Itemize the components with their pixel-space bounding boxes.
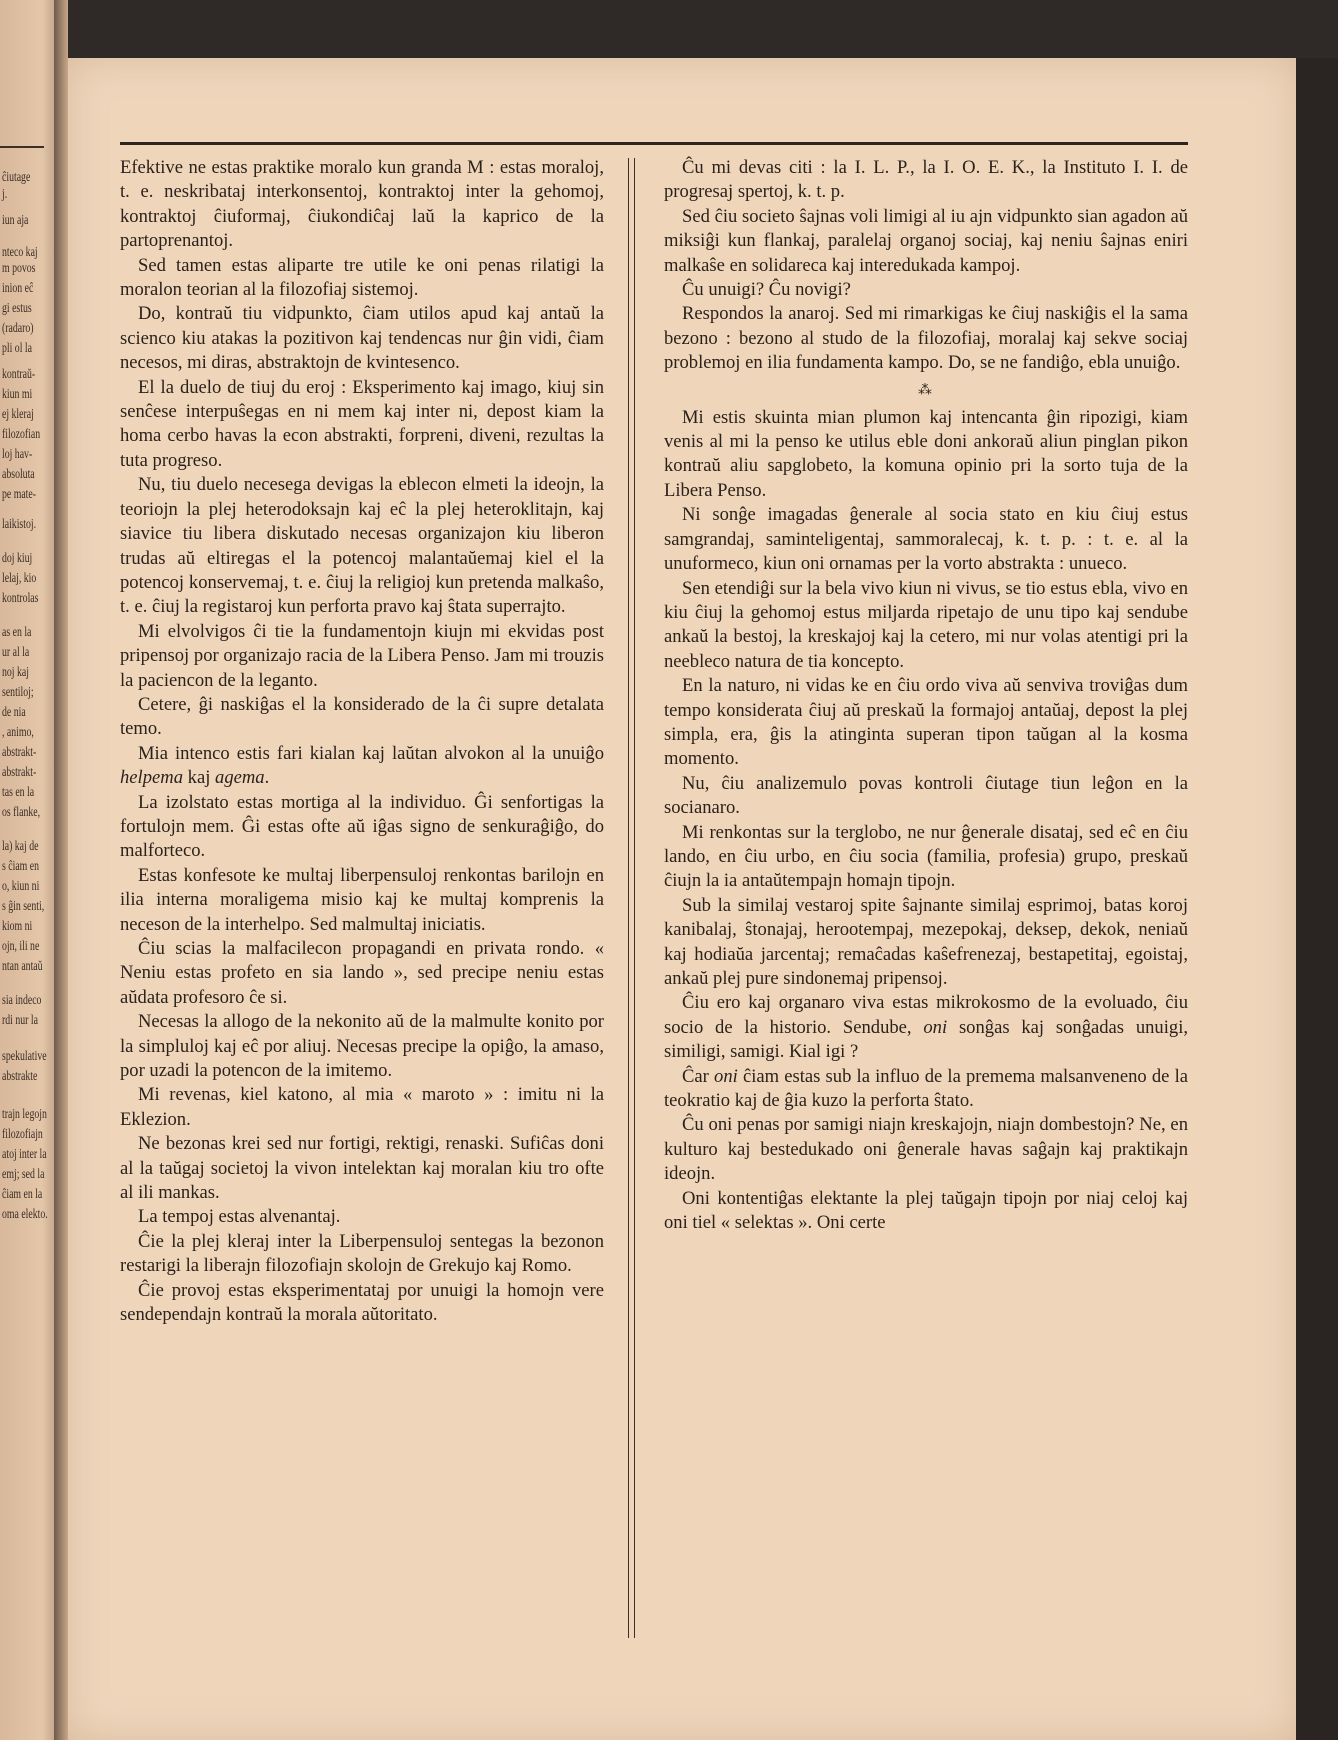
previous-page-fragment: s ĝin senti, — [2, 899, 45, 914]
previous-page-rule — [0, 146, 44, 148]
previous-page-fragment: iun aja — [2, 213, 29, 228]
paragraph: Efektive ne estas praktike moralo kun granda M : estas moraloj, t. e. neskribataj interkonsentoj, kontraktoj inter la gehomoj, kontraktoj ĉiuformaj, ĉiukondiĉaj laŭ la kaprico de la partoprenantoj. — [120, 157, 604, 252]
previous-page-fragment: sia indeco — [2, 993, 42, 1008]
text-run: Ĉiu ero kaj organaro viva estas mikrokosmo de la evoluado, ĉiu socio de la historio. Sendube, — [664, 992, 1188, 1038]
previous-page-fragment: kiom ni — [2, 919, 33, 934]
previous-page-fragment: atoj inter la — [2, 1147, 47, 1162]
paragraph: Cetere, ĝi naskiĝas el la konsiderado de la ĉi supre detalata temo. — [120, 693, 604, 740]
emphasis: agema — [215, 767, 265, 789]
paragraph: Sed tamen estas aliparte tre utile ke oni penas rilatigi la moralon teorian al la filozofiaj sistemoj. — [120, 254, 604, 301]
paragraph: Sub la similaj vestaroj spite ŝajnante similaj esprimoj, batas koroj kanibalaj, ŝtonajaj, herootempaj, mezepokaj, deksep, dekok, neniaŭ kaj hodiaŭa jarcentaj; remaĉadas kaŝefrenezaj, bestapetitaj, egoistaj, ankaŭ plej pure sindonemaj pripensoj. — [664, 894, 1188, 989]
previous-page-fragment: pli ol la — [2, 341, 32, 356]
emphasis: oni — [923, 1016, 948, 1038]
previous-page-fragment: nteco kaj — [2, 245, 38, 260]
paragraph: Mi estis skuinta mian plumon kaj intencanta ĝin ripozigi, kiam venis al mi la penso ke utilus eble doni ankoraŭ aliun pinglan pikon kontraŭ aliu sapglobeto, la komuna opinio pri la sorto tuja de la Libera Penso. — [664, 406, 1188, 501]
previous-page-fragment: tas en la — [2, 785, 35, 800]
section-separator-stars: ⁂ — [918, 382, 934, 398]
previous-page-fragment: oma elekto. — [2, 1207, 48, 1222]
previous-page-fragment: ĉiam en la — [2, 1187, 43, 1202]
paragraph: Ĉu oni penas por samigi niajn kreskajojn, niajn dombestojn? Ne, en kulturo kaj bestedukado oni ĝenerale havas saĝajn kaj praktikajn ideojn. — [664, 1114, 1188, 1185]
paragraph: Necesas la allogo de la nekonito aŭ de la malmulte konito por la simpluloj kaj eĉ por aliuj. Necesas precipe la opiĝo, la amaso, por uzadi la potencon de la imitemo. — [120, 1011, 604, 1082]
paragraph: Respondos la anaroj. Sed mi rimarkigas ke ĉiuj naskiĝis el la sama bezono : bezono al studo de la filozofiaj, moralaj kaj sekve sociaj problemoj en ilia fundamenta kampo. Do, se ne fandiĝo, ebla unuiĝo. — [664, 303, 1188, 374]
previous-page-fragment: lelaj, kio — [2, 571, 37, 586]
previous-page-fragment: ur al la — [2, 645, 30, 660]
previous-page-fragment: ojn, ili ne — [2, 939, 40, 954]
previous-page-fragment: laikistoj. — [2, 517, 37, 532]
previous-page-fragment: inion eĉ — [2, 281, 34, 296]
previous-page-fragment: ej kleraj — [2, 407, 34, 422]
previous-page-fragment: j. — [2, 187, 8, 202]
paragraph: Nu, ĉiu analizemulo povas kontroli ĉiutage tiun leĝon en la socianaro. — [664, 772, 1188, 819]
text-run: ĉiam estas sub la influo de la premema malsanveneno de la teokratio kaj de ĝia kuzo la perforta ŝtato. — [664, 1065, 1188, 1112]
previous-page-fragment: as en la — [2, 625, 32, 640]
paragraph: El la duelo de tiuj du eroj : Eksperimento kaj imago, kiuj sin senĉese interpuŝegas en ni mem kaj inter ni, depost kiam la homa cerbo havas la econ abstrakti, forpreni, diveni, rezultas la tuta progreso. — [120, 376, 604, 471]
column-divider-right — [634, 158, 635, 1638]
previous-page-fragment: filozofiajn — [2, 1127, 43, 1142]
previous-page-fragment: doj kiuj — [2, 551, 33, 566]
paragraph: La izolstato estas mortiga al la individuo. Ĝi senfortigas la fortulojn mem. Ĝi estas ofte aŭ iĝas signo de senkuraĝiĝo, do malforteco. — [120, 791, 604, 862]
previous-page-fragment: absoluta — [2, 467, 35, 482]
column-divider-left — [628, 158, 629, 1638]
previous-page-fragment: pe mate- — [2, 487, 37, 502]
paragraph — [664, 991, 1188, 1064]
previous-page-fragment: os flanke, — [2, 805, 41, 820]
previous-page-fragment: loj hav- — [2, 447, 33, 462]
previous-page-fragment: ĉiutage — [2, 170, 31, 185]
previous-page-fragment: la) kaj de — [2, 839, 39, 854]
previous-page-fragment: filozofian — [2, 427, 41, 442]
book-gutter — [54, 0, 68, 1740]
header-rule — [120, 142, 1188, 145]
paragraph: Ĉie provoj estas eksperimentataj por unuigi la homojn vere sendependajn kontraŭ la morala aŭtoritato. — [120, 1279, 604, 1326]
previous-page-fragment: spekulative — [2, 1049, 47, 1064]
paragraph: Ne bezonas krei sed nur fortigi, rektigi, renaski. Sufiĉas doni al la taŭgaj societoj la vivon intelektan kaj moralan kiu tro ofte al ili mankas. — [120, 1133, 604, 1204]
previous-page-fragment: sentiloj; — [2, 685, 34, 700]
previous-page-fragment: de nia — [2, 705, 26, 720]
right-column — [664, 156, 1188, 1235]
paragraph — [664, 1065, 1188, 1114]
previous-page-fragment: o, kiun ni — [2, 879, 40, 894]
paragraph: Do, kontraŭ tiu vidpunkto, ĉiam utilos apud kaj antaŭ la scienco kiu atakas la pozitivon kaj tendencas nur ĝin vidi, ĉiam necesos, mi diras, abstraktojn de kvintesenco. — [120, 303, 604, 374]
previous-page-fragment: rdi nur la — [2, 1013, 38, 1028]
previous-page-fragment: noj kaj — [2, 665, 29, 680]
previous-page-fragment: gi estus — [2, 301, 32, 316]
previous-page-fragment: kiun mi — [2, 387, 33, 402]
paragraph — [120, 742, 604, 791]
paragraph: Ĉie la plej kleraj inter la Liberpensuloj sentegas la bezonon restarigi la liberajn filozofiajn skolojn de Grekujo kaj Romo. — [120, 1230, 604, 1277]
previous-page-fragment: , animo, — [2, 725, 34, 740]
previous-page-fragment: m povos — [2, 261, 36, 276]
paragraph: Ĉu mi devas citi : la I. L. P., la I. O. E. K., la Instituto I. I. de progresaj spertoj, k. t. p. — [664, 157, 1188, 203]
paragraph: Sen etendiĝi sur la bela vivo kiun ni vivus, se tio estus ebla, vivo en kiu ĉiuj la gehomoj estus miljarda ripetajo de unu tipo kaj sendube ankaŭ la bestoj, la kreskajoj kaj la cetero, mi nur volas atentigi pri la neebleco natura de tia koncepto. — [664, 577, 1188, 672]
previous-page-fragment: abstrakte — [2, 1069, 38, 1084]
page-sheet — [68, 58, 1296, 1740]
previous-page-fragment: emj; sed la — [2, 1167, 45, 1182]
previous-page-fragment: kontrolas — [2, 591, 39, 606]
text-run: sonĝas kaj sonĝadas unuigi, similigi, samigi. Kial igi ? — [664, 1016, 1189, 1063]
emphasis: helpema — [120, 767, 183, 789]
paragraph: Oni kontentiĝas elektante la plej taŭgajn tipojn por niaj celoj kaj oni tiel « selektas ». Oni certe — [664, 1187, 1188, 1234]
paragraph: Estas konfesote ke multaj liberpensuloj renkontas barilojn en ilia interna moraligema misio kaj ke multaj komprenis la neceson de la interhelpo. Sed malmultaj iniciatis. — [120, 864, 604, 935]
paragraph: Ĉu unuigi? Ĉu novigi? — [682, 279, 851, 301]
paragraph: La tempoj estas alvenantaj. — [138, 1206, 341, 1228]
previous-page-fragment: abstrakt- — [2, 765, 37, 780]
scan-background-edge — [1296, 58, 1338, 1740]
paragraph: Mi revenas, kiel katono, al mia « maroto » : imitu ni la Eklezion. — [120, 1084, 604, 1130]
paragraph: Ni sonĝe imagadas ĝenerale al socia stato en kiu ĉiuj estus samgrandaj, saminteligentaj, sammoralecaj, k. t. p. : t. e. al la unuformeco, kiun oni ornamas per la vorto abstrakta : unueco. — [664, 504, 1188, 575]
paragraph: Sed ĉiu societo ŝajnas voli limigi al iu ajn vidpunkto sian agadon aŭ miksiĝi kun flankaj, paralelaj organoj sociaj, kaj neniu ŝajnas eniri malkaŝe en solidareca kaj interedukada kampoj. — [664, 205, 1188, 276]
left-column — [120, 156, 604, 1328]
text-run: Mia intenco estis fari kialan kaj laŭtan alvokon al la unuiĝo — [138, 742, 604, 764]
previous-page-fragment: s ĉiam en — [2, 859, 40, 874]
previous-page-fragment: abstrakt- — [2, 745, 37, 760]
paragraph: En la naturo, ni vidas ke en ĉiu ordo viva aŭ senviva troviĝas dum tempo konsiderata ĉiuj aŭ preskaŭ la formajoj antaŭaj, depost la plej simpla, era, ĝis la atinginta superan tipon taŭgan al la kosma momento. — [664, 675, 1188, 770]
previous-page-edge — [0, 0, 60, 1740]
paragraph: Mi elvolvigos ĉi tie la fundamentojn kiujn mi ekvidas post pripensoj por organizajo racia de la Libera Penso. Jam mi trouzis la paciencon de la leganto. — [120, 620, 604, 691]
previous-page-fragment: ntan antaŭ — [2, 959, 43, 974]
emphasis: oni — [714, 1065, 738, 1087]
previous-page-fragment: (radaro) — [2, 321, 34, 336]
text-run: . — [264, 767, 270, 789]
previous-page-fragment: trajn legojn — [2, 1107, 47, 1122]
paragraph: Ĉiu scias la malfacilecon propagandi en privata rondo. « Neniu estas profeto en sia lando », sed precipe neniu estas aŭdata profesoro ĉe si. — [120, 938, 604, 1008]
text-run: Ĉar — [682, 1065, 715, 1087]
paragraph: Nu, tiu duelo necesega devigas la eblecon elmeti la ideojn, la teoriojn la plej heterodoksajn kaj eĉ la plej heteroklitajn, kaj siavice tiu libera diskutado necesas organizajon kiu liberon trudas aŭ eltiregas el la potencoj malantaŭemaj kiel el la potencoj konservemaj, t. e. ĉiuj la religioj kun pretenda malkaŝo, t. e. ĉiuj la registaroj kun perforta pravo kaj ŝtata superrajto. — [120, 474, 604, 618]
text-run: kaj — [183, 767, 216, 789]
previous-page-fragment: kontraŭ- — [2, 367, 36, 382]
paragraph: Mi renkontas sur la terglobo, ne nur ĝenerale disataj, sed eĉ en ĉiu lando, en ĉiu urbo, en ĉiu socia (familia, profesia) grupo, preskaŭ ĉiujn la ia antaŭtempajn homajn tipojn. — [664, 821, 1188, 892]
